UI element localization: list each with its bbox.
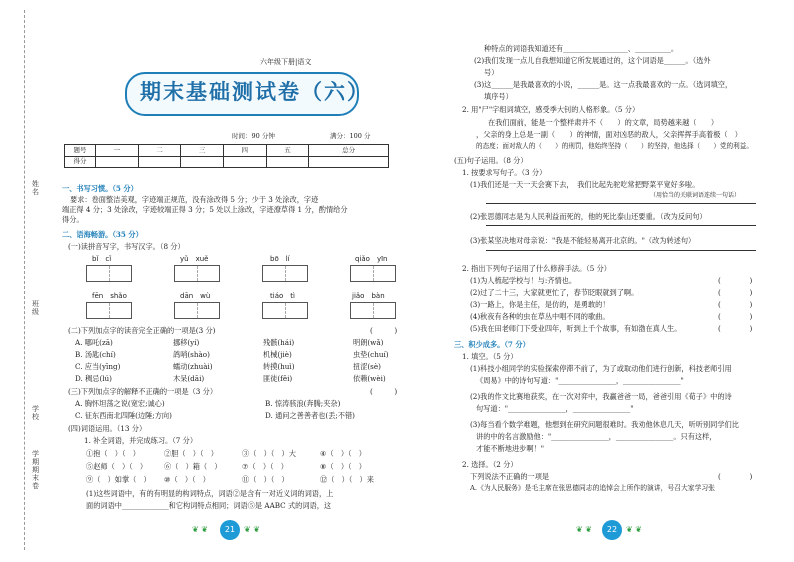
score-table [64, 144, 389, 168]
r-text: (1)我们还是一天一天会赛下去， 我们比起先驼吃常把野菜平宽好多啦。 [470, 180, 700, 189]
writing-grid[interactable] [174, 302, 220, 319]
r-text: 填序号） [484, 92, 513, 101]
word-item[interactable]: ④（ ）（ ） [320, 449, 366, 458]
option-row [75, 350, 389, 360]
pinyin-label: tiáo tì [270, 292, 295, 300]
option-text: 蠕动(zhuài) [173, 362, 213, 371]
answer-paren[interactable]: ( ) [718, 324, 753, 333]
option-text: 匪徒(fěi) [263, 374, 293, 383]
answer-line[interactable] [486, 250, 756, 251]
score-input[interactable] [266, 156, 309, 168]
r-text: 种特点的词语我知道还有__________________、__________。 [484, 44, 679, 53]
s1-text: 要求：卷面整洁美观，字迹端正规范，没有涂改得 5 分；少于 3 处涂改，字迹 [70, 195, 319, 204]
answer-paren[interactable]: ( ) [718, 288, 753, 297]
question: 1. 补全词语，并完成练习。（7 分） [84, 436, 198, 445]
answer-paren[interactable]: ( ) [370, 387, 398, 396]
side-label-term: 学期期末卷 [31, 450, 40, 490]
word-item[interactable]: ⑪（ ）（ ） [242, 475, 289, 484]
option-text: C. 应当(yīng) [75, 362, 121, 371]
r-text: 在我们面前，能是一个整样肃并不（ ）的文章，局势越来越（ ） [488, 118, 719, 127]
leaf-icon: ❦ ❦ [192, 525, 208, 534]
grade-subject: 六年级下册|语文 [260, 58, 312, 66]
answer-line[interactable] [486, 225, 756, 226]
r-text: (3)每当看个数学难题，他想到在研究问题很难时。我劝他休息几天，听听别同学们比 [470, 420, 739, 429]
word-row [86, 449, 366, 459]
option-text: D. 通问之善善者也(丢;不错) [265, 411, 355, 420]
score-cell: 得分 [65, 156, 96, 168]
leaf-icon: ❦ ❦ [244, 525, 260, 534]
q4-text: 面的词语中_____________和它构词特点相同；词语⑤是 AABC 式的词语，这 [86, 501, 332, 510]
question: 1. 按要求写句子。（3 分） [462, 168, 547, 177]
r-text: 下列说法不正确的一项是 [470, 472, 550, 481]
question: (四)词语运用。（13 分） [68, 424, 147, 433]
option-text: 依赖(wèi) [353, 374, 386, 383]
s1-text: 得分。 [62, 215, 84, 224]
option-text: B. 汤匙(chí) [75, 350, 116, 359]
s1-text: 端正得 4 分；3 处涂改，字迹较端正得 3 分；5 处以上涂改，字迹潦草得 1 分，酌情给分 [62, 205, 348, 214]
option-row [75, 374, 386, 384]
pinyin-label: bǐ cǐ [92, 255, 112, 263]
r-text: 讲的中的名言激励他："________________，________________。只有这样， [476, 432, 717, 441]
section-1-title: 一、书写习惯。（5 分） [62, 184, 138, 193]
answer-paren[interactable]: ( ) [370, 326, 398, 335]
score-cell: 二 [138, 145, 181, 157]
question: 1. 填空。（5 分） [462, 352, 518, 361]
r-text: ，父亲的身上总是一副（ ）的神情，面对凶恶的敌人，父亲挥挥手高着极（ ） [476, 130, 742, 139]
answer-paren[interactable]: ( ) [718, 276, 753, 285]
r-text: (2)我们发现一点儿自我想知道它所发展通过的，这个词语是______。（选外 [474, 56, 711, 65]
writing-grid[interactable] [262, 302, 308, 319]
option-row [75, 362, 381, 372]
option-text: 木呆(dāi) [173, 374, 205, 383]
option-text: A. 胸怀坦荡之说(宽宏;诚心) [75, 399, 165, 408]
question: (三)下列加点字的解释不正确的一项是（3 分） [68, 387, 218, 396]
r-text: (3)张某坚决地对母亲说："我是不能轻易离开北京的。"（改为转述句） [470, 236, 696, 245]
option-text: 转摸(huì) [263, 362, 295, 371]
page-number-left: 21 [220, 520, 240, 540]
word-item[interactable]: ⑥（ ）箱（ ） [164, 462, 222, 471]
r-text: (3)这______是我最喜欢的小说，______是。这一点我最喜欢的一点。（选词填空， [474, 80, 733, 89]
r-text: 句写道："________________，________________" [476, 404, 634, 413]
score-cell: 三 [181, 145, 224, 157]
pinyin-label: jiǎo bàn [352, 292, 385, 300]
writing-grid[interactable] [86, 265, 132, 282]
side-label-class: 班级 [31, 300, 40, 316]
word-item[interactable]: ⑨（ ）如掌（ ） [86, 475, 151, 484]
question: 2. 选择。（2 分） [462, 460, 518, 469]
side-label-name: 姓名 [31, 180, 40, 196]
section-3-title: 三、积少成多。（7 分） [454, 340, 530, 349]
pinyin-label: dān wù [180, 292, 211, 300]
exam-time: 时间：90 分钟 [232, 132, 275, 140]
side-label-school: 学校 [31, 405, 40, 421]
r-text: 号） [484, 68, 499, 77]
option-row [75, 399, 340, 409]
option-text: 挪移(yí) [173, 338, 200, 347]
writing-grid[interactable] [262, 265, 308, 282]
pinyin-label: yǔ xuě [180, 255, 209, 263]
option-text: 机械(jiè) [263, 350, 292, 359]
score-input[interactable] [223, 156, 266, 168]
question: 2. 用"尸"字组词填空，感受季大钊的人格形象。（5 分） [462, 105, 640, 114]
rhetoric-item: (2)过了二十三，大家就更忙了，春节眨眼就到了啊。 [470, 288, 639, 297]
pinyin-label: qiǎo yīn [355, 255, 388, 263]
page-number-right: 22 [602, 520, 622, 540]
writing-grid[interactable] [350, 265, 396, 282]
option-text: C. 征东西南北四陲(边陲;方向) [75, 411, 172, 420]
leaf-icon: ❦ ❦ [576, 525, 592, 534]
word-item[interactable]: ③（ ）（ ）大 [242, 449, 296, 458]
word-item[interactable]: ①抱（ ）（ ） [86, 449, 140, 458]
score-cell: 四 [223, 145, 266, 157]
r-text: 《周易》中的诗句写道："________________，________________" [476, 376, 684, 385]
writing-grid[interactable] [350, 302, 396, 319]
r-text: (1)科技小组同学的实验探索停滞不前了，为了或取动他们进行创新，科技老师引用 [470, 364, 732, 373]
rhetoric-item: (1)为人梳起学校与！与:齐情也。 [470, 276, 577, 285]
answer-paren[interactable]: ( ) [718, 300, 753, 309]
r-text: (2)我的作文比赛地获奖，在一次对弈中，我赢爸爸一局，爸爸引用《荀子》中的诗 [470, 392, 732, 401]
exam-total: 满分：100 分 [330, 132, 371, 140]
score-cell: 五 [266, 145, 309, 157]
score-cell: 总分 [309, 145, 389, 157]
rhetoric-item: (3)一路上，你是主任，是仿的，是勇敢的！ [470, 300, 610, 309]
r-text: 的态度；面对敌人的（ ）的刑罚，他始终坚持（ ）的坚持，他选择（ ）党的利益。 [476, 142, 753, 150]
option-text: A. 哪吒(zā) [75, 338, 113, 347]
answer-paren[interactable]: ( ) [718, 312, 753, 321]
writing-grid[interactable] [86, 302, 132, 319]
pinyin-label: fēn shǎo [92, 292, 127, 300]
score-input[interactable] [309, 156, 389, 168]
score-cell: 题号 [65, 145, 96, 157]
question: (二)下列加点字的读音完全正确的一项是(3 分) [68, 326, 216, 335]
r-text: A.《为人民服务》是毛主席在张思德同志的追悼会上所作的演讲，号召大家学习张 [470, 484, 715, 492]
score-cell: 一 [96, 145, 139, 157]
option-text: 明朗(wǎ) [353, 338, 384, 347]
option-text: B. 惊涛骇浪(奔腾;夹杂) [265, 399, 341, 408]
word-item[interactable]: ⑤赵师（ ）（ ） [86, 462, 148, 471]
rhetoric-item: (4)秋夜有各种的虫在草丛中唱不同的歌曲。 [470, 312, 610, 321]
pinyin-label: bō lí [270, 255, 290, 263]
word-item[interactable]: ⑩（ ）（ ） [164, 475, 210, 484]
r-text: 才能不断地进步啊！" [476, 444, 544, 453]
rhetoric-item: (5)我在田老师门下受业四年，听到上千个故事，有如渤在真人生。 [470, 324, 682, 333]
option-text: 鸽哨(shào) [173, 350, 210, 359]
q4-text: (1)这些词语中，有的有明显的构词特点，词语②是含有一对近义词的词语，上 [86, 489, 334, 498]
score-input[interactable] [96, 156, 139, 168]
score-input[interactable] [181, 156, 224, 168]
binding-line [24, 10, 26, 550]
option-row [75, 411, 355, 421]
word-row [86, 475, 374, 485]
r-text: (2)张思德同志是为人民利益而死的，他的死比泰山还要重。（改为反问句） [470, 212, 707, 221]
word-item[interactable]: ②胆（ ）（ ） [164, 449, 218, 458]
word-item[interactable]: ⑦（ ）（ ） [242, 462, 288, 471]
writing-grid[interactable] [174, 265, 220, 282]
answer-line[interactable] [486, 203, 756, 204]
option-row [75, 338, 383, 348]
score-input[interactable] [138, 156, 181, 168]
option-text: D. 稠忌(lú) [75, 374, 112, 383]
question: 2. 指出下列句子运用了什么修辞手法。（5 分） [462, 264, 611, 273]
option-text: 虫垫(chuí) [353, 350, 389, 359]
r-note: （用恰当的关联词语连续一句话） [650, 192, 741, 199]
page-title: 期末基础测试卷（六） [140, 80, 370, 104]
option-text: 扭涩(sè) [353, 362, 381, 371]
leaf-icon: ❦ ❦ [626, 525, 642, 534]
question: (一)读拼音写字，书写汉字。（8 分） [68, 242, 185, 251]
word-row [86, 462, 366, 472]
word-item[interactable]: ⑧（ ）（ ） [320, 462, 366, 471]
answer-paren[interactable]: ( ) [718, 472, 753, 481]
section-2-title: 二、语海畅游。（35 分） [62, 230, 143, 239]
option-text: 残骸(hái) [263, 338, 295, 347]
question: (五)句子运用。（8 分） [454, 156, 528, 165]
word-item[interactable]: ⑫（ ）（ ）来 [320, 475, 374, 484]
